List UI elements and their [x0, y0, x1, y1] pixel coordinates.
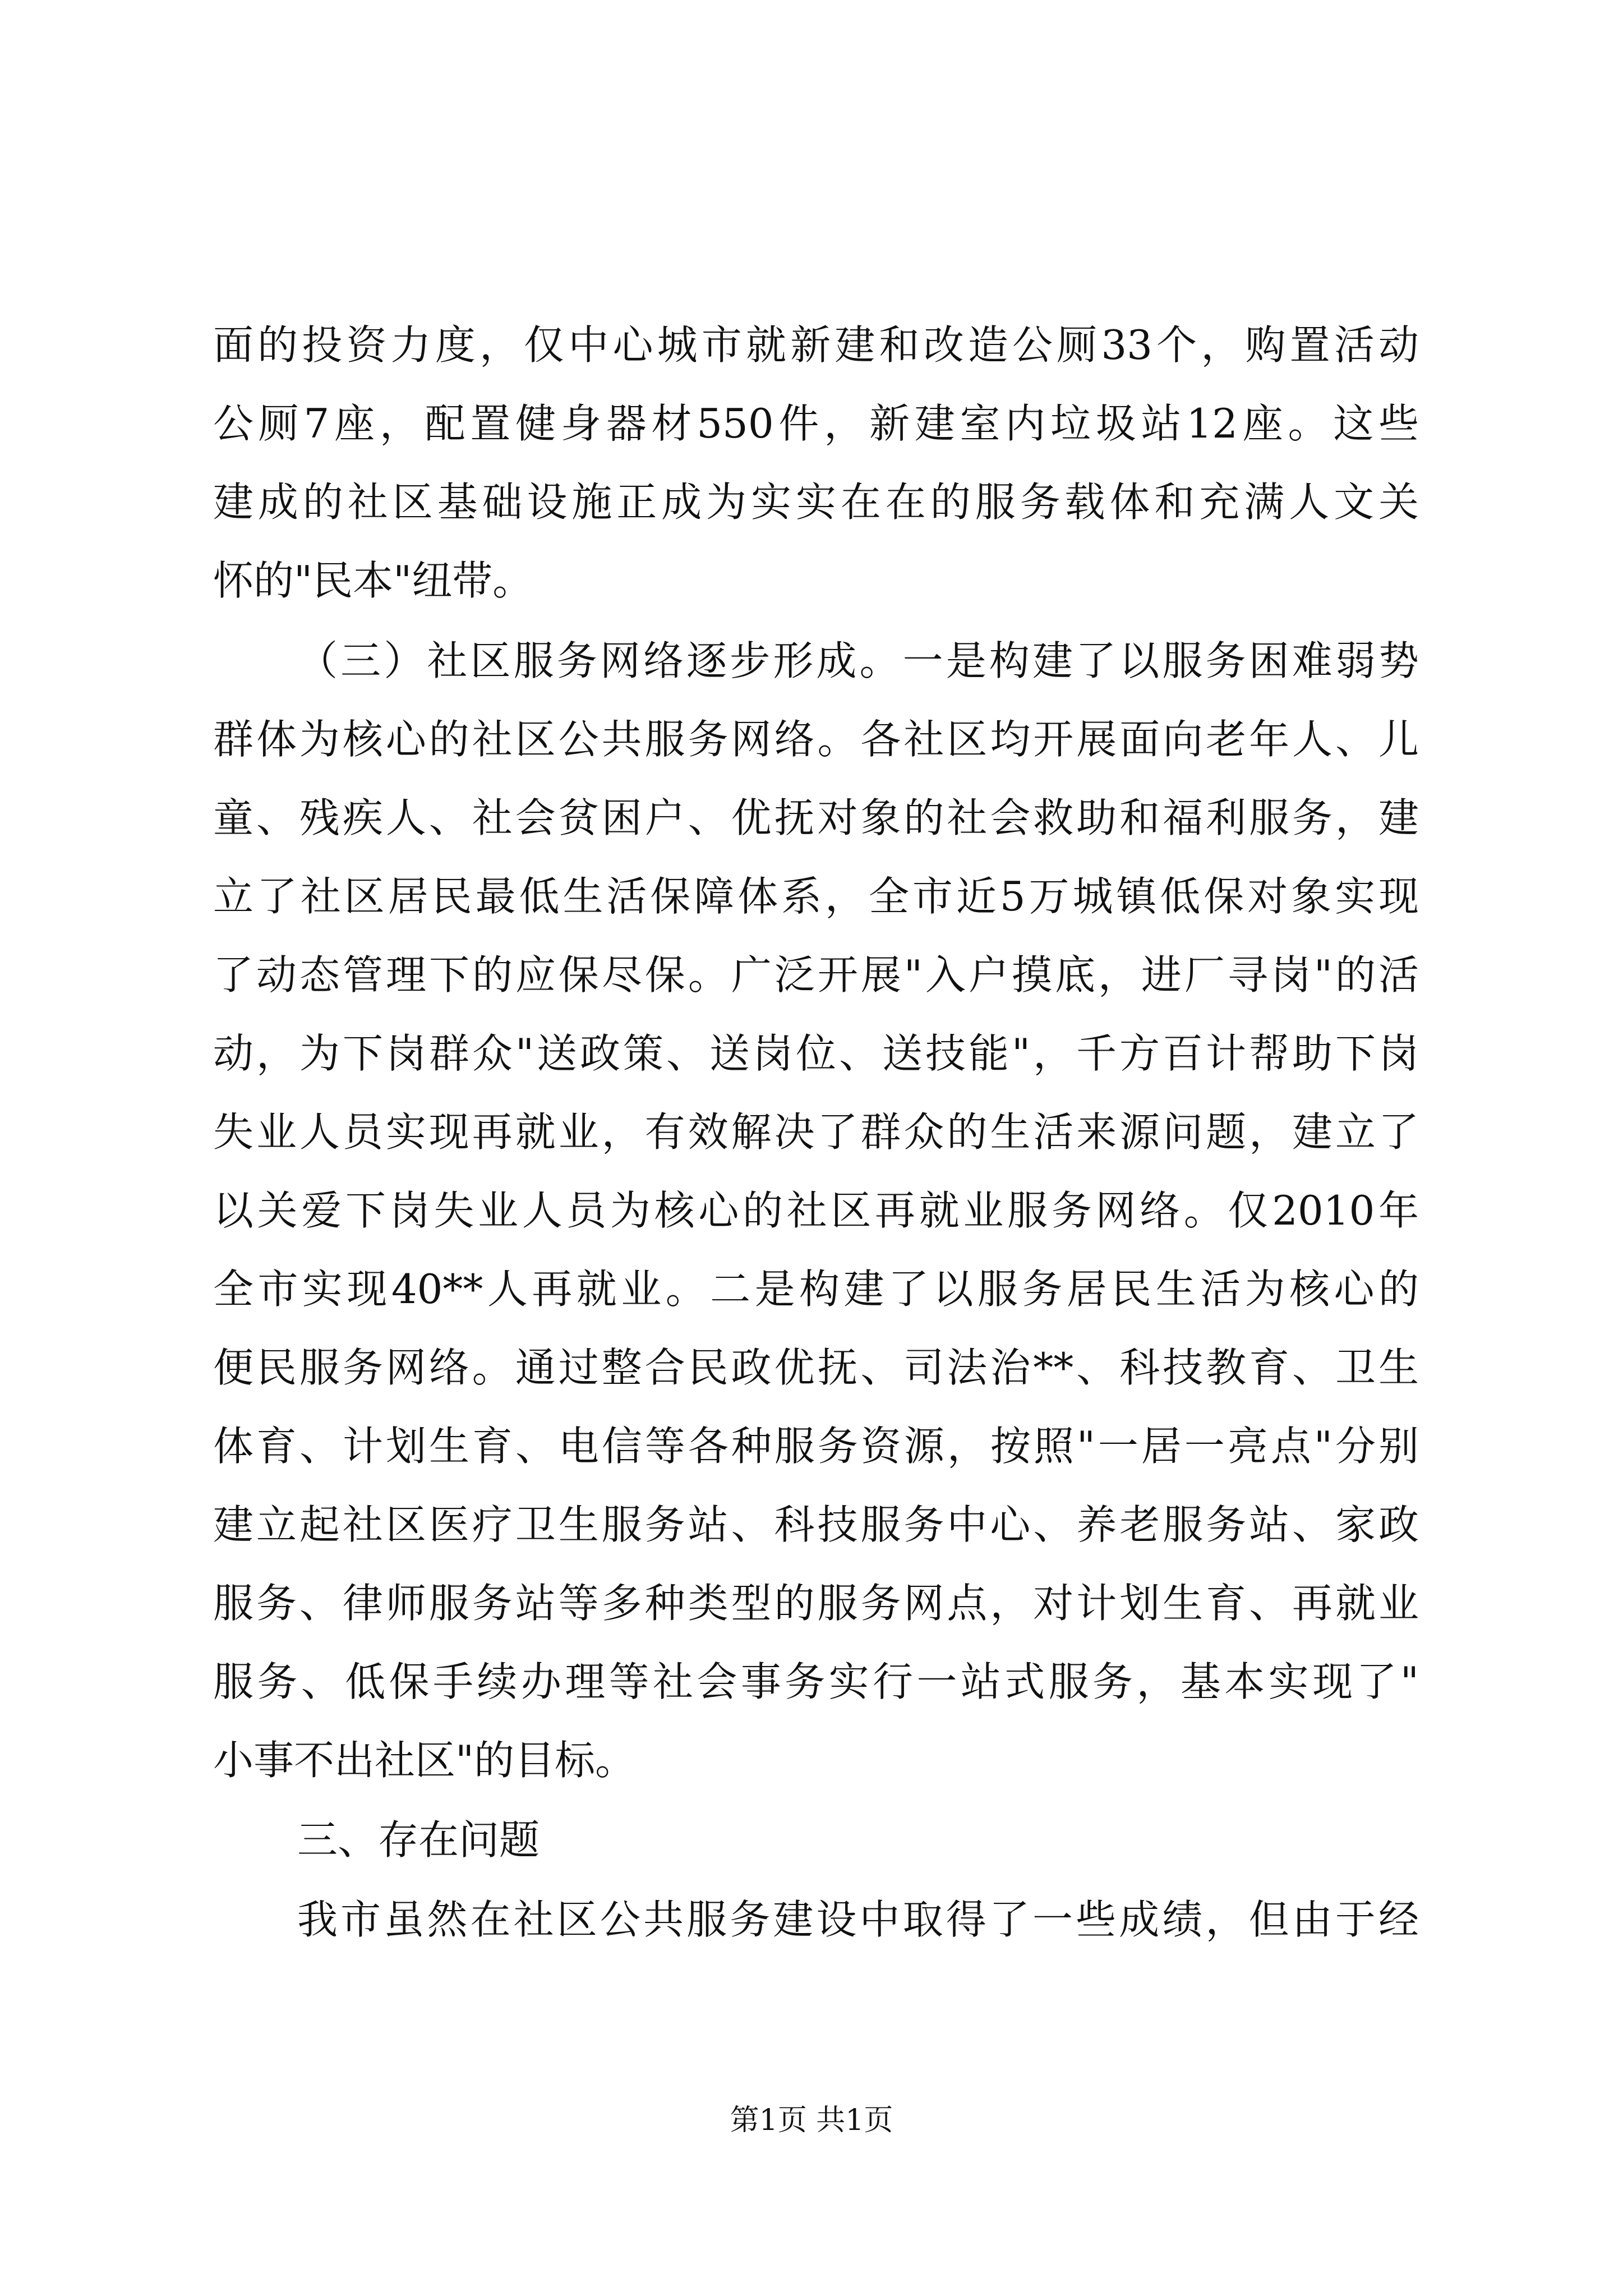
paragraph-line: 公厕7座，配置健身器材550件，新建室内垃圾站12座。这些: [213, 400, 1419, 447]
paragraph-line: 童、残疾人、社会贫困户、优抚对象的社会救助和福利服务，建: [213, 794, 1419, 841]
paragraph-line: （三）社区服务网络逐步形成。一是构建了以服务困难弱势: [297, 637, 1419, 684]
paragraph-line: 便民服务网络。通过整合民政优抚、司法治**、科技教育、卫生: [213, 1344, 1419, 1391]
paragraph-line: 我市虽然在社区公共服务建设中取得了一些成绩，但由于经: [297, 1896, 1419, 1943]
paragraph-line: 怀的"民本"纽带。: [213, 557, 533, 604]
paragraph-line: 服务、律师服务站等多种类型的服务网点，对计划生育、再就业: [213, 1580, 1419, 1627]
paragraph-line: 立了社区居民最低生活保障体系，全市近5万城镇低保对象实现: [213, 873, 1419, 920]
paragraph-line: 建立起社区医疗卫生服务站、科技服务中心、养老服务站、家政: [213, 1501, 1419, 1548]
paragraph-line: 失业人员实现再就业，有效解决了群众的生活来源问题，建立了: [213, 1108, 1419, 1156]
paragraph-line: 了动态管理下的应保尽保。广泛开展"入户摸底，进厂寻岗"的活: [213, 951, 1419, 999]
section-heading: 三、存在问题: [297, 1816, 540, 1864]
paragraph-line: 以关爱下岗失业人员为核心的社区再就业服务网络。仅2010年: [213, 1187, 1419, 1234]
paragraph-line: 建成的社区基础设施正成为实实在在的服务载体和充满人文关: [213, 478, 1419, 526]
paragraph-line: 动，为下岗群众"送政策、送岗位、送技能"，千方百计帮助下岗: [213, 1030, 1419, 1077]
paragraph-line: 服务、低保手续办理等社会事务实行一站式服务，基本实现了": [213, 1658, 1419, 1705]
paragraph-line: 小事不出社区"的目标。: [213, 1737, 636, 1784]
paragraph-line: 面的投资力度，仅中心城市就新建和改造公厕33个，购置活动: [213, 321, 1419, 369]
paragraph-line: 全市实现40**人再就业。二是构建了以服务居民生活为核心的: [213, 1266, 1419, 1313]
paragraph-line: 体育、计划生育、电信等各种服务资源，按照"一居一亮点"分别: [213, 1423, 1419, 1470]
paragraph-line: 群体为核心的社区公共服务网络。各社区均开展面向老年人、儿: [213, 716, 1419, 763]
page-number-footer: 第1页 共1页: [730, 2104, 893, 2137]
